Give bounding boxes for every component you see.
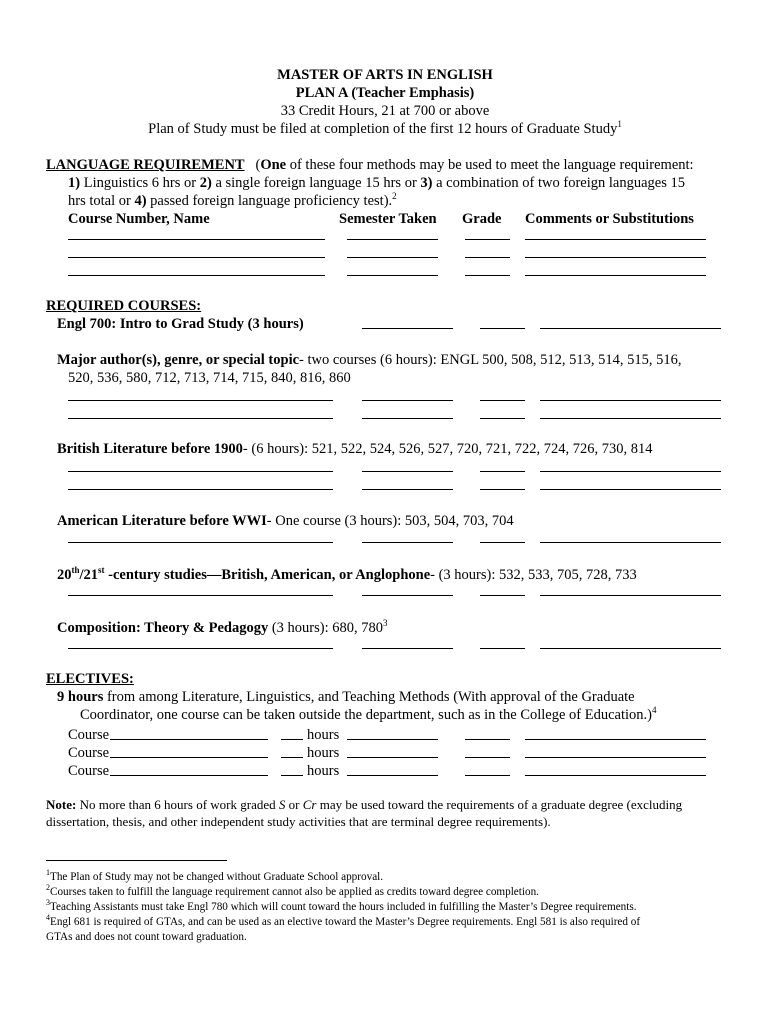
elective-semester-blank[interactable] bbox=[347, 757, 438, 758]
footnote-4: $^4$Engl 681 is required of GTAs, and can be used as an elective toward the Master’s Degree requirements. Engl 581 is also required of bbox=[46, 913, 641, 928]
elective-grade-blank[interactable] bbox=[465, 775, 510, 776]
elective-course-label: Course bbox=[68, 727, 110, 743]
footnote-ref-4: 4 bbox=[652, 705, 657, 715]
required-courses-heading: REQUIRED COURSES: bbox=[46, 298, 202, 314]
language-grade-blank[interactable] bbox=[465, 275, 510, 276]
composition-semester-blank[interactable] bbox=[362, 648, 453, 649]
elective-semester-blank[interactable] bbox=[347, 775, 438, 776]
plan-subtitle: PLAN A (Teacher Emphasis) bbox=[295, 85, 475, 101]
elective-course-label: Course bbox=[68, 763, 110, 779]
british-lit-grade-blank[interactable] bbox=[480, 489, 525, 490]
major-author-courses-cont: 520, 536, 580, 712, 713, 714, 715, 840, 816, 860 bbox=[68, 370, 351, 386]
language-course-blank[interactable] bbox=[68, 257, 325, 258]
language-requirement-heading: LANGUAGE REQUIREMENT bbox=[46, 157, 245, 173]
major-author-grade-blank[interactable] bbox=[480, 400, 525, 401]
british-lit-label: British Literature before 1900- (6 hours): 521, 522, 524, 526, 527, 720, 721, 722, 724, 726, 730, 814 bbox=[57, 441, 653, 457]
footnote-ref-2: 2 bbox=[392, 191, 397, 201]
british-lit-course-blank[interactable] bbox=[68, 471, 333, 472]
language-requirement-intro: LANGUAGE REQUIREMENT (One of these four methods may be used to meet the language requirement: bbox=[46, 157, 694, 173]
footnote-separator bbox=[46, 860, 227, 861]
elective-course-blank[interactable] bbox=[110, 775, 268, 776]
column-header-grade: Grade bbox=[462, 211, 502, 227]
engl700-semester-blank[interactable] bbox=[362, 328, 453, 329]
american-lit-comments-blank[interactable] bbox=[540, 542, 721, 543]
elective-course-label: Course bbox=[68, 745, 110, 761]
british-lit-course-blank[interactable] bbox=[68, 489, 333, 490]
note-line-2: dissertation, thesis, and other independent study activities that are terminal degree requirements). bbox=[46, 814, 551, 829]
credit-hours-line: 33 Credit Hours, 21 at 700 or above bbox=[280, 103, 490, 119]
language-comments-blank[interactable] bbox=[525, 257, 706, 258]
language-semester-blank[interactable] bbox=[347, 257, 438, 258]
footnote-ref-3: 3 bbox=[383, 618, 388, 628]
major-author-semester-blank[interactable] bbox=[362, 400, 453, 401]
major-author-grade-blank[interactable] bbox=[480, 418, 525, 419]
electives-heading: ELECTIVES: bbox=[46, 671, 134, 687]
footnote-4-cont: GTAs and does not count toward graduation. bbox=[46, 931, 247, 943]
century-studies-label: 20th/21st -century studies—British, American, or Anglophone- (3 hours): 532, 533, 705, 728, 733 bbox=[57, 565, 637, 583]
footnote-3: $^3$Teaching Assistants must take Engl 780 which will count toward the hours included in fulfilling the Master’s Degree requirements. bbox=[46, 898, 637, 913]
century-studies-course-blank[interactable] bbox=[68, 595, 333, 596]
language-grade-blank[interactable] bbox=[465, 257, 510, 258]
footnote-2: $^2$Courses taken to fulfill the language requirement cannot also be applied as credits toward degree completion. bbox=[46, 883, 539, 898]
elective-hours-blank[interactable] bbox=[281, 775, 303, 776]
language-comments-blank[interactable] bbox=[525, 275, 706, 276]
column-header-course: Course Number, Name bbox=[68, 211, 210, 227]
elective-comments-blank[interactable] bbox=[525, 739, 706, 740]
electives-description-1: 9 hours from among Literature, Linguistics, and Teaching Methods (With approval of the Graduate bbox=[57, 689, 635, 705]
engl700-label: Engl 700: Intro to Grad Study (3 hours) bbox=[57, 316, 304, 332]
engl700-grade-blank[interactable] bbox=[480, 328, 525, 329]
major-author-comments-blank[interactable] bbox=[540, 400, 721, 401]
language-grade-blank[interactable] bbox=[465, 239, 510, 240]
elective-course-blank[interactable] bbox=[110, 739, 268, 740]
elective-comments-blank[interactable] bbox=[525, 775, 706, 776]
british-lit-comments-blank[interactable] bbox=[540, 471, 721, 472]
composition-label: Composition: Theory & Pedagogy (3 hours): 680, $780^3$ bbox=[57, 618, 388, 636]
language-semester-blank[interactable] bbox=[347, 275, 438, 276]
major-author-comments-blank[interactable] bbox=[540, 418, 721, 419]
century-studies-grade-blank[interactable] bbox=[480, 595, 525, 596]
british-lit-comments-blank[interactable] bbox=[540, 489, 721, 490]
elective-hours-blank[interactable] bbox=[281, 757, 303, 758]
footnote-ref-1: 1 bbox=[617, 119, 622, 129]
plan-of-study-line: Plan of Study must be filed at completion of the first 12 hours of Graduate Study$^1$ bbox=[148, 119, 622, 137]
language-methods-line-1: 1) Linguistics 6 hrs or 2) a single foreign language 15 hrs or 3) a combination of two foreign languages 15 bbox=[68, 175, 685, 191]
elective-course-blank[interactable] bbox=[110, 757, 268, 758]
elective-hours-blank[interactable] bbox=[281, 739, 303, 740]
elective-grade-blank[interactable] bbox=[465, 739, 510, 740]
american-lit-course-blank[interactable] bbox=[68, 542, 333, 543]
composition-course-blank[interactable] bbox=[68, 648, 333, 649]
british-lit-grade-blank[interactable] bbox=[480, 471, 525, 472]
british-lit-semester-blank[interactable] bbox=[362, 489, 453, 490]
american-lit-semester-blank[interactable] bbox=[362, 542, 453, 543]
engl700-comments-blank[interactable] bbox=[540, 328, 721, 329]
language-semester-blank[interactable] bbox=[347, 239, 438, 240]
major-author-course-blank[interactable] bbox=[68, 400, 333, 401]
language-comments-blank[interactable] bbox=[525, 239, 706, 240]
major-author-semester-blank[interactable] bbox=[362, 418, 453, 419]
century-studies-semester-blank[interactable] bbox=[362, 595, 453, 596]
elective-hours-label: hours bbox=[307, 763, 340, 779]
elective-comments-blank[interactable] bbox=[525, 757, 706, 758]
composition-comments-blank[interactable] bbox=[540, 648, 721, 649]
language-course-blank[interactable] bbox=[68, 275, 325, 276]
form-title: MASTER OF ARTS IN ENGLISH bbox=[277, 67, 493, 83]
electives-description-2: Coordinator, one course can be taken outside the department, such as in the College of Education.)$^4$ bbox=[80, 705, 657, 723]
american-lit-label: American Literature before WWI- One course (3 hours): 503, 504, 703, 704 bbox=[57, 513, 514, 529]
note-line-1: Note: No more than 6 hours of work graded S or Cr may be used toward the requirements of a graduate degree (excluding bbox=[46, 797, 683, 812]
major-author-label: Major author(s), genre, or special topic- two courses (6 hours): ENGL 500, 508, 512, 513, 514, 515, 516, bbox=[57, 352, 682, 368]
elective-hours-label: hours bbox=[307, 727, 340, 743]
column-header-comments: Comments or Substitutions bbox=[525, 211, 694, 227]
language-course-blank[interactable] bbox=[68, 239, 325, 240]
american-lit-grade-blank[interactable] bbox=[480, 542, 525, 543]
elective-hours-label: hours bbox=[307, 745, 340, 761]
century-studies-comments-blank[interactable] bbox=[540, 595, 721, 596]
elective-grade-blank[interactable] bbox=[465, 757, 510, 758]
elective-semester-blank[interactable] bbox=[347, 739, 438, 740]
british-lit-semester-blank[interactable] bbox=[362, 471, 453, 472]
composition-grade-blank[interactable] bbox=[480, 648, 525, 649]
footnote-1: $^1$The Plan of Study may not be changed without Graduate School approval. bbox=[46, 868, 384, 883]
column-header-semester: Semester Taken bbox=[339, 211, 437, 227]
language-methods-line-2: hrs total or 4) passed foreign language proficiency test).$^2$ bbox=[68, 191, 397, 209]
major-author-course-blank[interactable] bbox=[68, 418, 333, 419]
